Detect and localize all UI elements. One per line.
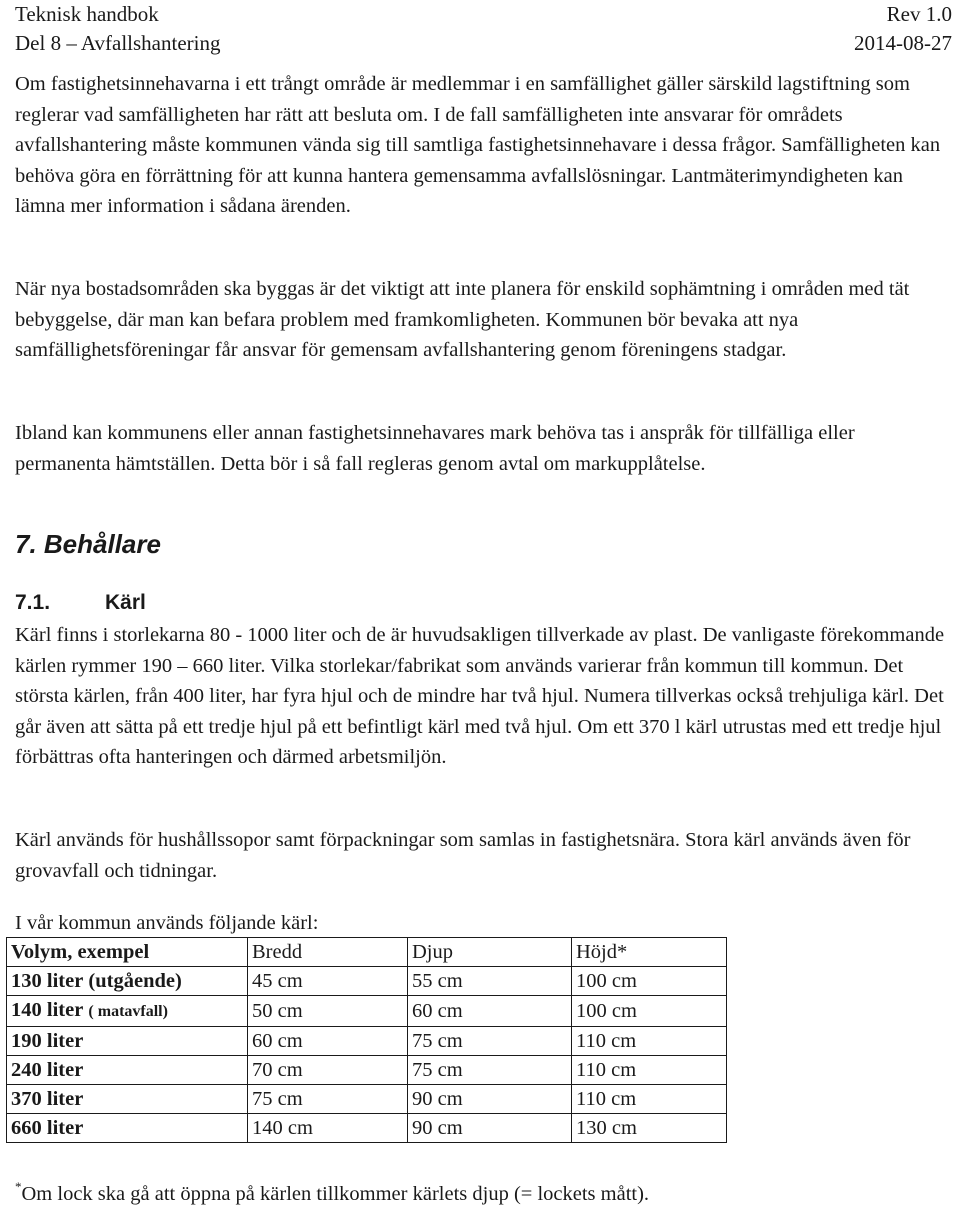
table-cell-width: 75 cm [248, 1085, 408, 1114]
table-row [7, 996, 727, 1027]
subsection-heading-karl [15, 588, 146, 618]
table-cell-depth: 75 cm [408, 1056, 572, 1085]
table-cell-width: 140 cm [248, 1114, 408, 1143]
container-table [6, 937, 727, 1143]
table-cell-volume: 660 liter [7, 1114, 248, 1143]
table-header-row [7, 938, 727, 967]
volume-value: 130 liter [11, 970, 84, 992]
table-row [7, 1027, 727, 1056]
table-cell-depth: 90 cm [408, 1114, 572, 1143]
table-cell-volume: 190 liter [7, 1027, 248, 1056]
volume-value: 140 liter [11, 999, 84, 1021]
paragraph-karl-anvandning: Kärl används för hushållssopor samt förpackningar som samlas in fastighetsnära. Stora kärl används även för grovavfall och tidningar. [15, 829, 911, 882]
volume-note: ( matavfall) [88, 1003, 168, 1020]
document-revision: Rev 1.0 [886, 2, 952, 26]
table-cell-height: 100 cm [572, 967, 727, 996]
table-cell-volume [7, 996, 248, 1027]
subsection-number: 7.1. [15, 591, 51, 614]
table-cell-height: 110 cm [572, 1056, 727, 1085]
table-cell-width: 60 cm [248, 1027, 408, 1056]
paragraph-table-intro: I vår kommun används följande kärl: [15, 912, 319, 934]
table-cell-volume: 370 liter [7, 1085, 248, 1114]
table-cell-width: 70 cm [248, 1056, 408, 1085]
paragraph-bostadsomraden: När nya bostadsområden ska byggas är det viktigt att inte planera för enskild sophämtning i områden med tät bebyggelse, där man kan befara problem med framkomligheten. Kommunen bör bevaka att nya samfällighetsföreningar får ansvar för gemensam avfallshantering genom föreningens stadgar. [15, 278, 910, 361]
table-cell-height: 110 cm [572, 1085, 727, 1114]
paragraph-karl-storlekar: Kärl finns i storlekarna 80 - 1000 liter och de är huvudsakligen tillverkade av plast. De vanligaste förekommande kärlen rymmer 190 – 660 liter. Vilka storlekar/fabrikat som används varierar från kommun till kommun. Det största kärlen, från 400 liter, har fyra hjul och de mindre har två hjul. Numera tillverkas också trehjuliga kärl. Det går även att sätta på ett tredje hjul på ett befintligt kärl med två hjul. Om ett 370 l kärl utrustas med ett tredje hjul förbättras ofta hanteringen och därmed arbetsmiljön. [15, 624, 945, 768]
table-cell-height: 130 cm [572, 1114, 727, 1143]
table-header-cell: Djup [408, 938, 572, 967]
document-title: Teknisk handbok [15, 2, 159, 26]
document-date: 2014-08-27 [854, 31, 952, 55]
footnote-mark: * [15, 1179, 22, 1194]
table-cell-volume: 240 liter [7, 1056, 248, 1085]
table-row [7, 1085, 727, 1114]
table-header-cell: Bredd [248, 938, 408, 967]
table-cell-depth: 90 cm [408, 1085, 572, 1114]
table-cell-height: 110 cm [572, 1027, 727, 1056]
volume-note: (utgående) [88, 970, 182, 992]
table-cell-width: 45 cm [248, 967, 408, 996]
table-row [7, 967, 727, 996]
table-cell-depth: 75 cm [408, 1027, 572, 1056]
table-cell-depth: 55 cm [408, 967, 572, 996]
table-header-cell: Höjd* [572, 938, 727, 967]
document-section: Del 8 – Avfallshantering [15, 31, 221, 55]
paragraph-samfallighet: Om fastighetsinnehavarna i ett trångt område är medlemmar i en samfällighet gäller särskild lagstiftning som reglerar vad samfälligheten har rätt att besluta om. I de fall samfälligheten inte ansvarar för områdets avfallshantering måste kommunen vända sig till samtliga fastighetsinnehavare i dessa frågor. Samfälligheten kan behöva göra en förrättning för att kunna hantera gemensamma avfallslösningar. Lantmäterimyndigheten kan lämna mer information i sådana ärenden. [15, 73, 941, 217]
table-cell-depth: 60 cm [408, 996, 572, 1027]
table-cell-width: 50 cm [248, 996, 408, 1027]
table-header-cell: Volym, exempel [7, 938, 248, 967]
section-heading-behallare: 7. Behållare [15, 529, 161, 559]
table-row [7, 1056, 727, 1085]
footnote-text: Om lock ska gå att öppna på kärlen tillkommer kärlets djup (= lockets mått). [21, 1183, 650, 1205]
footnote [15, 1172, 649, 1209]
subsection-title: Kärl [105, 591, 146, 614]
table-row [7, 1114, 727, 1143]
table-cell-height: 100 cm [572, 996, 727, 1027]
paragraph-markupplatelse: Ibland kan kommunens eller annan fastighetsinnehavares mark behöva tas i anspråk för tillfälliga eller permanenta hämtställen. Detta bör i så fall regleras genom avtal om markupplåtelse. [15, 422, 855, 475]
table-cell-volume [7, 967, 248, 996]
